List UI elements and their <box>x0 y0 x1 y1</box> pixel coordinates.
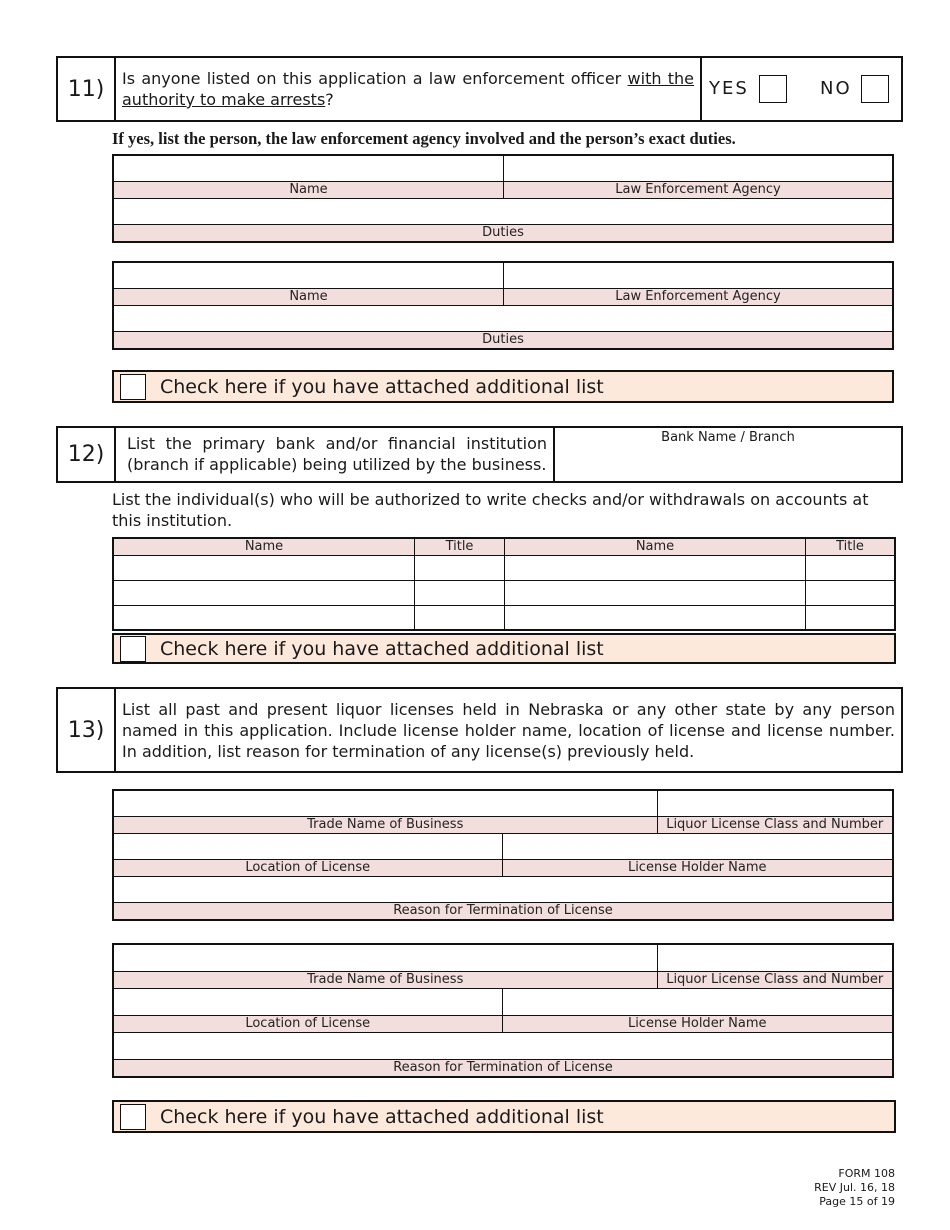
agency-label: Law Enforcement Agency <box>504 181 894 198</box>
q12-additional-list-checkbox[interactable] <box>120 636 146 662</box>
q13-additional-list-checkbox[interactable] <box>120 1104 146 1130</box>
license-location-field[interactable] <box>113 833 502 859</box>
question-13-number: 13) <box>58 689 116 771</box>
no-checkbox[interactable] <box>861 75 889 103</box>
agency-label: Law Enforcement Agency <box>504 288 894 305</box>
question-12-text: List the primary bank and/or financial institution (branch if applicable) being utilized by the business. <box>127 434 547 474</box>
form-revision: REV Jul. 16, 18 <box>814 1181 895 1194</box>
question-12-box <box>56 426 903 483</box>
name-label: Name <box>113 181 504 198</box>
question-11-box <box>56 56 903 122</box>
signer-name-field[interactable] <box>505 580 806 605</box>
bank-name-label: Bank Name / Branch <box>661 430 795 445</box>
officer-agency-field[interactable] <box>504 155 894 181</box>
q11-additional-list-row <box>112 370 894 403</box>
signer-name-field[interactable] <box>113 555 415 580</box>
q11-additional-list-label: Check here if you have attached additional list <box>160 375 604 398</box>
license-class-number-field[interactable] <box>657 944 893 971</box>
name-label: Name <box>113 288 504 305</box>
officer-name-field[interactable] <box>113 155 504 181</box>
license-table-2 <box>112 943 894 1078</box>
page-number: Page 15 of 19 <box>819 1195 895 1208</box>
license-holder-label: License Holder Name <box>502 1015 893 1032</box>
license-class-number-field[interactable] <box>657 790 893 816</box>
termination-reason-field[interactable] <box>113 876 893 902</box>
officer-duties-field[interactable] <box>113 198 893 224</box>
yes-label: YES <box>709 78 749 99</box>
trade-name-field[interactable] <box>113 944 657 971</box>
col-header-name: Name <box>113 538 415 555</box>
signer-name-field[interactable] <box>505 605 806 630</box>
license-holder-label: License Holder Name <box>502 859 893 876</box>
signer-title-field[interactable] <box>415 580 505 605</box>
license-location-label: Location of License <box>113 859 502 876</box>
question-12-instruction: List the individual(s) who will be authorized to write checks and/or withdrawals on accounts at this institution. <box>112 490 869 530</box>
license-class-number-label: Liquor License Class and Number <box>657 816 893 833</box>
bank-name-field[interactable] <box>555 428 901 481</box>
col-header-title: Title <box>806 538 896 555</box>
trade-name-label: Trade Name of Business <box>113 816 657 833</box>
col-header-title: Title <box>415 538 505 555</box>
officer-table-2 <box>112 261 894 350</box>
q13-additional-list-row <box>112 1100 896 1133</box>
yes-checkbox[interactable] <box>759 75 787 103</box>
question-11-instruction: If yes, list the person, the law enforcement agency involved and the person’s exact duties. <box>112 129 736 148</box>
signer-name-field[interactable] <box>505 555 806 580</box>
officer-duties-field[interactable] <box>113 305 893 331</box>
no-label: NO <box>820 78 852 99</box>
signer-title-field[interactable] <box>415 605 505 630</box>
officer-agency-field[interactable] <box>504 262 894 288</box>
officer-name-field[interactable] <box>113 262 504 288</box>
license-location-field[interactable] <box>113 988 502 1015</box>
signer-title-field[interactable] <box>806 555 896 580</box>
signer-title-field[interactable] <box>806 580 896 605</box>
question-11-text <box>122 68 694 110</box>
termination-reason-field[interactable] <box>113 1032 893 1059</box>
signer-title-field[interactable] <box>806 605 896 630</box>
question-11-text-end: ? <box>325 90 334 109</box>
trade-name-field[interactable] <box>113 790 657 816</box>
officer-table-1 <box>112 154 894 243</box>
question-13-text: List all past and present liquor licenses held in Nebraska or any other state by any person named in this application. Include license holder name, location of license and license number. In addition, list reason for termination of any license(s) previously held. <box>122 700 895 761</box>
question-11-divider <box>700 58 702 120</box>
license-holder-field[interactable] <box>502 833 893 859</box>
termination-reason-label: Reason for Termination of License <box>113 902 893 920</box>
termination-reason-label: Reason for Termination of License <box>113 1059 893 1077</box>
question-11-text-part: Is anyone listed on this application a law enforcement officer <box>122 69 628 88</box>
q12-additional-list-label: Check here if you have attached additional list <box>160 637 604 660</box>
q12-additional-list-row <box>112 633 896 664</box>
signer-name-field[interactable] <box>113 580 415 605</box>
license-table-1 <box>112 789 894 921</box>
question-12-number: 12) <box>58 428 116 481</box>
license-holder-field[interactable] <box>502 988 893 1015</box>
signers-table <box>112 537 896 631</box>
license-location-label: Location of License <box>113 1015 502 1032</box>
license-class-number-label: Liquor License Class and Number <box>657 971 893 988</box>
form-number: FORM 108 <box>838 1167 895 1180</box>
signer-name-field[interactable] <box>113 605 415 630</box>
question-13-box <box>56 687 903 773</box>
question-11-number: 11) <box>58 58 116 120</box>
duties-label: Duties <box>113 224 893 242</box>
duties-label: Duties <box>113 331 893 349</box>
form-footer <box>680 1167 895 1209</box>
signer-title-field[interactable] <box>415 555 505 580</box>
col-header-name: Name <box>505 538 806 555</box>
q11-additional-list-checkbox[interactable] <box>120 374 146 400</box>
trade-name-label: Trade Name of Business <box>113 971 657 988</box>
question-11-text-underlined: with the authority to make arrests <box>122 69 695 109</box>
q13-additional-list-label: Check here if you have attached additional list <box>160 1105 604 1128</box>
